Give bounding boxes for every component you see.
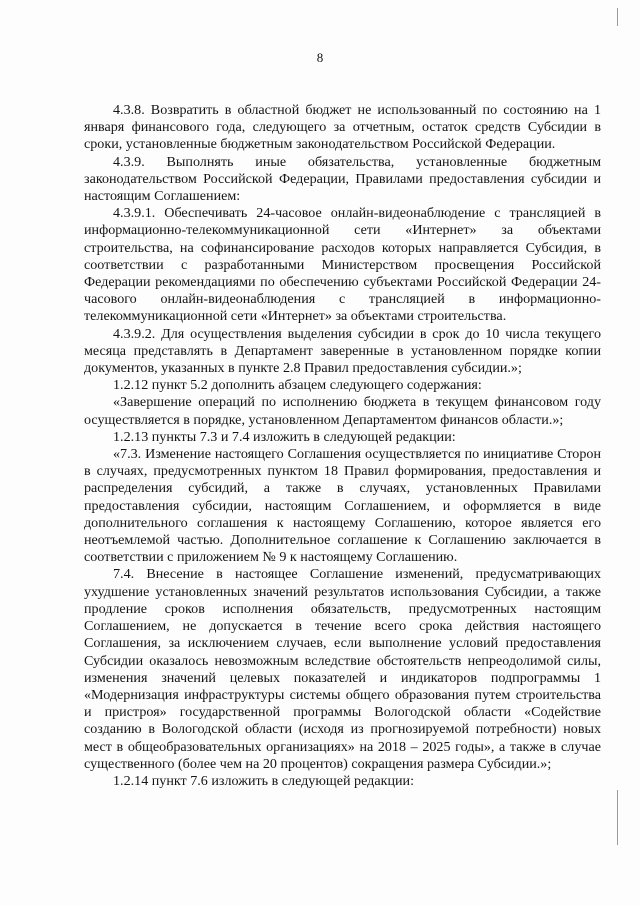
- paragraph-4-3-9-2: 4.3.9.2. Для осуществления выделения субсидии в срок до 10 числа текущего месяца представлять в Департамент заверенные в установленном порядке копии документов, указанных в пункте 2.8 Правил предоставления субсидии.»;: [84, 325, 601, 377]
- paragraph-1-2-14: 1.2.14 пункт 7.6 изложить в следующей редакции:: [113, 772, 414, 789]
- paragraph-1-2-12: 1.2.12 пункт 5.2 дополнить абзацем следующего содержания:: [113, 377, 482, 394]
- paragraph-budget-completion: «Завершение операций по исполнению бюджета в текущем финансовом году осуществляется в порядке, установленном Департаментом финансов области.»;: [84, 394, 601, 428]
- paragraph-4-3-8: 4.3.8. Возвратить в областной бюджет не использованный по состоянию на 1 января финансового года, следующего за отчетным, остаток средств Субсидии в сроки, установленные бюджетным законодательством Российской Федерации.: [84, 102, 601, 153]
- document-body: [84, 102, 601, 790]
- paragraph-7-4: 7.4. Внесение в настоящее Соглашение изменений, предусматривающих ухудшение установленных значений результатов использования Субсидии, а также продление сроков исполнения обязательств, предусмотренных настоящим Соглашением, не допускается в течение всего срока действия настоящего Соглашения, за исключением случаев, если выполнение условий предоставления Субсидии оказалось невозможным вследствие обстоятельств непреодолимой силы, изменения значений целевых показателей и индикаторов подпрограммы 1 «Модернизация инфраструктуры системы общего образования путем строительства и пристроя» государственной программы Вологодской области «Содействие созданию в Вологодской области (исходя из прогнозируемой потребности) новых мест в общеобразовательных организациях» на 2018 – 2025 годы», а также в случае существенного (более чем на 20 процентов) сокращения размера Субсидии.»;: [84, 566, 601, 772]
- page-number: 8: [316, 50, 324, 65]
- paragraph-1-2-13: 1.2.13 пункты 7.3 и 7.4 изложить в следующей редакции:: [113, 428, 456, 445]
- scan-edge-mark: [617, 790, 618, 845]
- paragraph-7-3: «7.3. Изменение настоящего Соглашения осуществляется по инициативе Сторон в случаях, предусмотренных пунктом 18 Правил формирования, предоставления и распределения субсидий, а также в случаях, установленных Правилами предоставления субсидии, настоящим Соглашением, и оформляется в виде дополнительного соглашения к настоящему Соглашению, которое является его неотъемлемой частью. Дополнительное соглашение к Соглашению заключается в соответствии с приложением № 9 к настоящему Соглашению.: [84, 446, 601, 566]
- scan-edge-mark: [617, 8, 618, 26]
- paragraph-4-3-9-1: 4.3.9.1. Обеспечивать 24-часовое онлайн-видеонаблюдение с трансляцией в информационно-телекоммуникационной сети «Интернет» за объектами строительства, на софинансирование расходов которых направляется Субсидия, в соответствии с разработанными Министерством просвещения Российской Федерации рекомендациями по обеспечению субъектами Российской Федерации 24-часового онлайн-видеонаблюдения с трансляцией в информационно-телекоммуникационной сети «Интернет» за объектами строительства.: [84, 205, 601, 325]
- paragraph-4-3-9: 4.3.9. Выполнять иные обязательства, установленные бюджетным законодательством Российской Федерации, Правилами предоставления субсидии и настоящим Соглашением:: [84, 153, 601, 205]
